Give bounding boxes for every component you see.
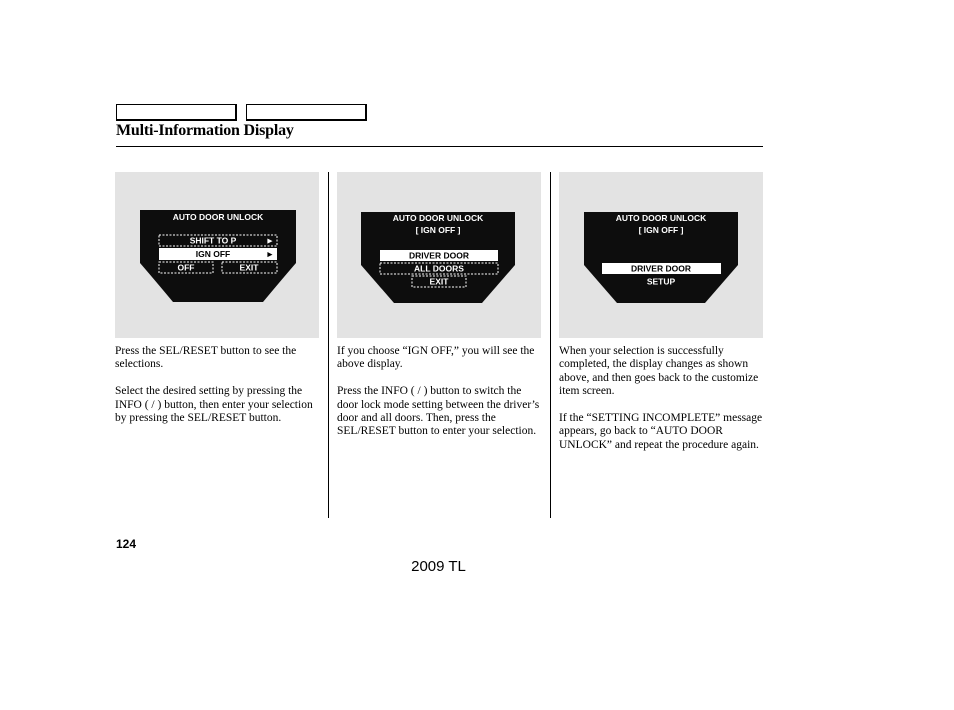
lcd-display-1	[115, 172, 319, 338]
lcd-off-label: OFF	[177, 262, 195, 273]
display-panel-3	[559, 172, 763, 338]
lcd-heading: AUTO DOOR UNLOCK	[172, 212, 264, 222]
lcd-subheading: [ IGN OFF ]	[638, 225, 684, 235]
lcd-option: ALL DOORS	[414, 263, 464, 274]
paragraph: When your selection is successfully completed, the display changes as shown above, and then goes back to the customize item screen.	[559, 345, 759, 398]
lcd-exit-label: EXIT	[239, 262, 259, 273]
lcd-heading: AUTO DOOR UNLOCK	[392, 213, 484, 223]
lcd-arrow-icon: ►	[265, 235, 275, 246]
lcd-row-label-selected: IGN OFF	[195, 249, 231, 259]
lcd-arrow-icon: ►	[265, 249, 275, 259]
paragraph: Select the desired setting by pressing the INFO ( / ) button, then enter your selection by pressing the SEL/RESET button.	[115, 385, 313, 425]
lcd-option-selected: DRIVER DOOR	[631, 263, 691, 274]
page-number: 124	[116, 537, 137, 551]
lcd-display-3	[559, 172, 763, 338]
title-rule	[116, 146, 763, 147]
lcd-row-label: SHIFT TO P	[189, 235, 237, 246]
lcd-option: SETUP	[646, 276, 676, 287]
paragraph: If the “SETTING INCOMPLETE” message appears, go back to “AUTO DOOR UNLOCK” and repeat the procedure again.	[559, 412, 763, 451]
text-column-2	[337, 345, 545, 452]
section-title: Multi-Information Display	[116, 122, 294, 139]
header-tab-2[interactable]	[246, 104, 367, 121]
display-panel-1	[115, 172, 319, 338]
header-tab-1[interactable]	[116, 104, 237, 121]
lcd-display-2	[337, 172, 541, 338]
text-column-1	[115, 345, 323, 439]
text-column-3	[559, 345, 767, 466]
column-divider	[550, 172, 551, 518]
lcd-option-selected: DRIVER DOOR	[409, 250, 469, 261]
footer-model-label: 2009 TL	[411, 558, 466, 575]
lcd-heading: AUTO DOOR UNLOCK	[615, 213, 707, 223]
lcd-exit-label: EXIT	[429, 276, 449, 287]
paragraph: If you choose “IGN OFF,” you will see the above display.	[337, 345, 535, 371]
lcd-subheading: [ IGN OFF ]	[415, 225, 461, 235]
display-panel-2	[337, 172, 541, 338]
paragraph: Press the INFO ( / ) button to switch the door lock mode setting between the driver’s door and all doors. Then, press the SEL/RESET button to enter your selection.	[337, 385, 540, 438]
paragraph: Press the SEL/RESET button to see the selections.	[115, 345, 297, 371]
column-divider	[328, 172, 329, 518]
